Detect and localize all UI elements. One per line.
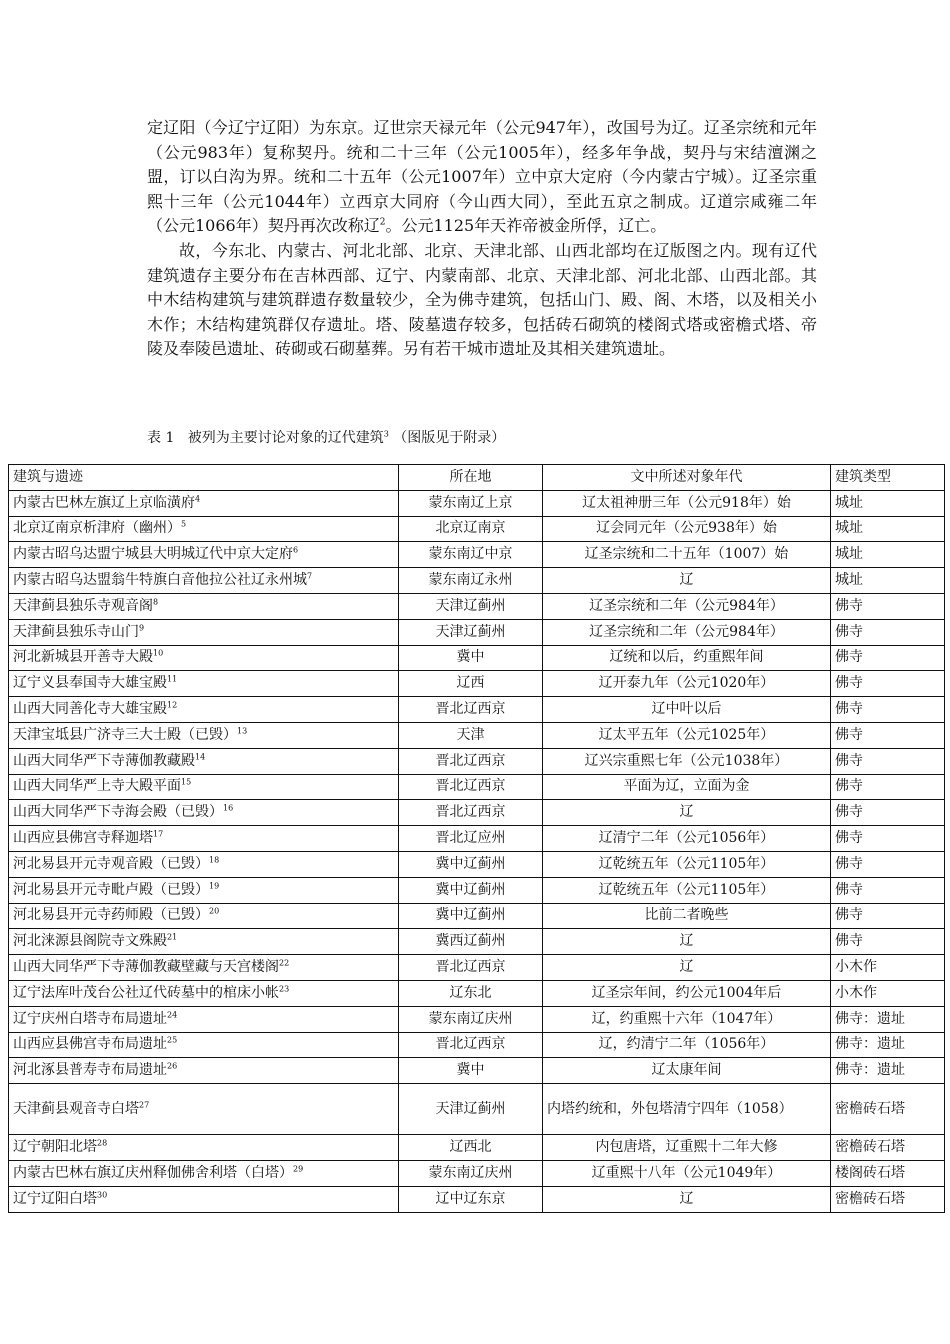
building-name: 内蒙古昭乌达盟翁牛特旗白音他拉公社辽永州城 [13, 572, 307, 589]
cell-date: 辽清宁二年（公元1056年） [543, 826, 831, 852]
cell-location: 冀中辽蓟州 [399, 903, 543, 929]
building-name: 辽宁庆州白塔寺布局遗址 [13, 1010, 167, 1027]
footnote-ref[interactable]: 27 [139, 1099, 150, 1109]
building-name: 河北易县开元寺观音殿（已毁） [13, 855, 209, 872]
building-name: 河北涞源县阁院寺文殊殿 [13, 933, 167, 950]
cell-building-name [9, 516, 399, 542]
building-name: 山西大同华严下寺薄伽教藏殿 [13, 752, 195, 769]
cell-date: 辽，约重熙十六年（1047年） [543, 1006, 831, 1032]
footnote-ref[interactable]: 2 [379, 218, 386, 229]
building-name: 辽宁辽阳白塔 [13, 1190, 97, 1207]
paragraph-2: 故，今东北、内蒙古、河北北部、北京、天津北部、山西北部均在辽版图之内。现有辽代建筑遗存主要分布在吉林西部、辽宁、内蒙南部、北京、天津北部、河北北部、山西北部。其中木结构建筑与建筑群遗存数量较少，全为佛寺建筑，包括山门、殿、阁、木塔，以及相关小木作；木结构建筑群仅存遗址。塔、陵墓遗存较多，包括砖石砌筑的楼阁式塔或密檐式塔、帝陵及奉陵邑遗址、砖砌或石砌墓葬。另有若干城市遗址及其相关建筑遗址。 [147, 240, 817, 359]
footnote-ref[interactable]: 15 [181, 777, 192, 787]
table-row [9, 980, 945, 1006]
cell-building-type: 佛寺 [831, 748, 945, 774]
cell-location: 辽西北 [399, 1135, 543, 1161]
building-name: 天津宝坻县广济寺三大士殿（已毁） [13, 726, 237, 743]
footnote-ref[interactable]: 26 [167, 1061, 178, 1071]
cell-location: 冀西辽蓟州 [399, 929, 543, 955]
footnote-ref[interactable]: 11 [167, 674, 178, 684]
building-name: 北京辽南京析津府（幽州） [13, 520, 181, 537]
building-name: 山西大同华严下寺海会殿（已毁） [13, 804, 223, 821]
table-row [9, 1058, 945, 1084]
cell-location: 天津辽蓟州 [399, 1084, 543, 1135]
footnote-ref[interactable]: 7 [307, 571, 313, 581]
cell-building-type: 佛寺 [831, 903, 945, 929]
cell-date: 辽开泰九年（公元1020年） [543, 671, 831, 697]
footnote-ref[interactable]: 4 [195, 494, 201, 504]
cell-location: 冀中辽蓟州 [399, 877, 543, 903]
cell-location: 天津辽蓟州 [399, 593, 543, 619]
cell-building-type: 城址 [831, 568, 945, 594]
cell-date: 辽 [543, 929, 831, 955]
footnote-ref[interactable]: 9 [139, 623, 145, 633]
cell-building-type: 佛寺 [831, 826, 945, 852]
cell-building-type: 佛寺 [831, 671, 945, 697]
footnote-ref[interactable]: 8 [153, 597, 159, 607]
cell-location: 天津辽蓟州 [399, 619, 543, 645]
footnote-ref[interactable]: 28 [97, 1138, 108, 1148]
footnote-ref[interactable]: 25 [167, 1035, 178, 1045]
cell-building-name [9, 645, 399, 671]
cell-building-name [9, 568, 399, 594]
cell-date: 内塔约统和，外包塔清宁四年（1058） [543, 1084, 831, 1135]
cell-date: 辽 [543, 568, 831, 594]
cell-building-name [9, 1006, 399, 1032]
cell-location: 晋北辽西京 [399, 800, 543, 826]
cell-building-name [9, 1058, 399, 1084]
cell-building-type: 佛寺：遗址 [831, 1032, 945, 1058]
cell-date: 辽太康年间 [543, 1058, 831, 1084]
building-name: 山西大同善化寺大雄宝殿 [13, 701, 167, 718]
cell-building-name [9, 1084, 399, 1135]
table-row [9, 877, 945, 903]
table-row [9, 903, 945, 929]
table-row [9, 826, 945, 852]
cell-date: 内包唐塔，辽重熙十二年大修 [543, 1135, 831, 1161]
cell-building-type: 佛寺 [831, 800, 945, 826]
cell-building-name [9, 542, 399, 568]
cell-location: 冀中 [399, 1058, 543, 1084]
cell-building-name [9, 955, 399, 981]
table-row [9, 542, 945, 568]
cell-building-type: 佛寺：遗址 [831, 1058, 945, 1084]
cell-location: 晋北辽西京 [399, 697, 543, 723]
cell-building-type: 城址 [831, 516, 945, 542]
table-row [9, 748, 945, 774]
table-row [9, 1032, 945, 1058]
cell-building-type: 佛寺：遗址 [831, 1006, 945, 1032]
cell-date: 辽会同元年（公元938年）始 [543, 516, 831, 542]
table-row [9, 593, 945, 619]
column-header-date: 文中所述对象年代 [543, 465, 831, 491]
footnote-ref[interactable]: 21 [167, 932, 178, 942]
cell-building-name [9, 593, 399, 619]
footnote-ref[interactable]: 5 [181, 519, 187, 529]
cell-date: 辽中叶以后 [543, 697, 831, 723]
cell-building-type: 佛寺 [831, 929, 945, 955]
cell-date: 辽太平五年（公元1025年） [543, 722, 831, 748]
table-row [9, 490, 945, 516]
cell-date: 辽圣宗统和二年（公元984年） [543, 619, 831, 645]
cell-date: 辽圣宗年间，约公元1004年后 [543, 980, 831, 1006]
table-row [9, 516, 945, 542]
cell-date: 平面为辽，立面为金 [543, 774, 831, 800]
table-row [9, 929, 945, 955]
table-row [9, 800, 945, 826]
table-row [9, 851, 945, 877]
table-row [9, 697, 945, 723]
cell-building-name [9, 800, 399, 826]
footnote-ref[interactable]: 30 [97, 1189, 108, 1199]
building-name: 内蒙古巴林左旗辽上京临潢府 [13, 494, 195, 511]
building-name: 天津蓟县独乐寺山门 [13, 623, 139, 640]
cell-building-type: 城址 [831, 490, 945, 516]
footnote-ref[interactable]: 22 [279, 958, 290, 968]
footnote-ref[interactable]: 13 [237, 726, 248, 736]
table-body [9, 490, 945, 1212]
cell-building-name [9, 1032, 399, 1058]
cell-building-name [9, 903, 399, 929]
cell-building-type: 密檐砖石塔 [831, 1186, 945, 1212]
cell-building-type: 佛寺 [831, 722, 945, 748]
building-name: 河北易县开元寺毗卢殿（已毁） [13, 881, 209, 898]
cell-location: 蒙东南辽上京 [399, 490, 543, 516]
footnote-ref[interactable]: 20 [209, 906, 220, 916]
cell-location: 晋北辽西京 [399, 955, 543, 981]
table-row [9, 1006, 945, 1032]
cell-location: 晋北辽西京 [399, 748, 543, 774]
table-caption-tail: （图版见于附录） [393, 430, 506, 446]
cell-building-name [9, 1186, 399, 1212]
column-header-name: 建筑与遗迹 [9, 465, 399, 491]
cell-location: 晋北辽西京 [399, 774, 543, 800]
cell-date: 辽重熙十八年（公元1049年） [543, 1160, 831, 1186]
paragraph-1-text: 定辽阳（今辽宁辽阳）为东京。辽世宗天禄元年（公元947年），改国号为辽。辽圣宗统和元年（公元983年）复称契丹。统和二十三年（公元1005年），经多年争战，契丹与宋结澶渊之盟，订以白沟为界。统和二十五年（公元1007年）立中京大定府（今内蒙古宁城）。辽圣宗重熙十三年（公元1044年）立西京大同府（今山西大同），至此五京之制成。辽道宗咸雍二年（公元1066年）契丹再次改称辽 [147, 118, 817, 236]
footnote-ref[interactable]: 19 [209, 880, 220, 890]
cell-date: 辽 [543, 955, 831, 981]
cell-building-type: 佛寺 [831, 593, 945, 619]
table-row [9, 671, 945, 697]
cell-building-type: 小木作 [831, 955, 945, 981]
cell-building-name [9, 980, 399, 1006]
paragraph-1-tail: 。公元1125年天祚帝被金所俘，辽亡。 [385, 216, 667, 236]
footnote-ref[interactable]: 6 [293, 545, 299, 555]
cell-building-name [9, 748, 399, 774]
building-name: 辽宁义县奉国寺大雄宝殿 [13, 675, 167, 692]
cell-building-name [9, 697, 399, 723]
cell-location: 蒙东南辽庆州 [399, 1006, 543, 1032]
cell-building-type: 佛寺 [831, 851, 945, 877]
cell-building-name [9, 851, 399, 877]
cell-building-type: 密檐砖石塔 [831, 1084, 945, 1135]
cell-building-name [9, 671, 399, 697]
footnote-ref[interactable]: 18 [209, 855, 220, 865]
paragraph-1 [147, 116, 817, 239]
cell-date: 辽太祖神册三年（公元918年）始 [543, 490, 831, 516]
body-text [147, 116, 817, 362]
cell-building-name [9, 1160, 399, 1186]
column-header-location: 所在地 [399, 465, 543, 491]
cell-building-name [9, 877, 399, 903]
table-caption-label: 表 1 [147, 430, 175, 446]
cell-building-name [9, 490, 399, 516]
cell-building-type: 佛寺 [831, 697, 945, 723]
cell-building-type: 小木作 [831, 980, 945, 1006]
cell-date: 辽统和以后，约重熙年间 [543, 645, 831, 671]
cell-building-name [9, 619, 399, 645]
cell-date: 辽 [543, 800, 831, 826]
footnote-ref[interactable]: 29 [293, 1164, 304, 1174]
table-caption [147, 428, 505, 448]
building-name: 内蒙古昭乌达盟宁城县大明城辽代中京大定府 [13, 546, 293, 563]
building-name: 辽宁朝阳北塔 [13, 1139, 97, 1156]
table-row [9, 722, 945, 748]
cell-location: 天津 [399, 722, 543, 748]
footnote-ref[interactable]: 24 [167, 1009, 178, 1019]
building-name: 山西大同华严上寺大殿平面 [13, 778, 181, 795]
cell-date: 辽 [543, 1186, 831, 1212]
footnote-ref[interactable]: 14 [195, 752, 206, 761]
cell-building-name [9, 774, 399, 800]
cell-date: 辽乾统五年（公元1105年） [543, 877, 831, 903]
footnote-ref[interactable]: 17 [153, 829, 164, 839]
cell-building-type: 佛寺 [831, 619, 945, 645]
cell-location: 晋北辽西京 [399, 1032, 543, 1058]
cell-building-type: 城址 [831, 542, 945, 568]
building-name: 天津蓟县观音寺白塔 [13, 1100, 139, 1117]
building-name: 山西应县佛宫寺布局遗址 [13, 1036, 167, 1053]
cell-location: 蒙东南辽中京 [399, 542, 543, 568]
table-row [9, 1160, 945, 1186]
cell-date: 辽兴宗重熙七年（公元1038年） [543, 748, 831, 774]
table-row [9, 619, 945, 645]
cell-building-type: 楼阁砖石塔 [831, 1160, 945, 1186]
cell-location: 蒙东南辽庆州 [399, 1160, 543, 1186]
cell-location: 冀中辽蓟州 [399, 851, 543, 877]
cell-date: 辽圣宗统和二年（公元984年） [543, 593, 831, 619]
table-row [9, 1135, 945, 1161]
cell-location: 北京辽南京 [399, 516, 543, 542]
cell-building-name [9, 1135, 399, 1161]
cell-building-type: 佛寺 [831, 645, 945, 671]
cell-location: 辽中辽东京 [399, 1186, 543, 1212]
cell-date: 辽，约清宁二年（1056年） [543, 1032, 831, 1058]
cell-building-name [9, 826, 399, 852]
cell-location: 辽西 [399, 671, 543, 697]
table-row [9, 1084, 945, 1135]
cell-location: 晋北辽应州 [399, 826, 543, 852]
cell-date: 辽乾统五年（公元1105年） [543, 851, 831, 877]
cell-building-type: 密檐砖石塔 [831, 1135, 945, 1161]
footnote-ref[interactable]: 23 [279, 984, 290, 994]
cell-building-type: 佛寺 [831, 877, 945, 903]
column-header-type: 建筑类型 [831, 465, 945, 491]
table-row [9, 774, 945, 800]
cell-building-type: 佛寺 [831, 774, 945, 800]
table-row [9, 955, 945, 981]
building-name: 辽宁法库叶茂台公社辽代砖墓中的棺床小帐 [13, 984, 279, 1001]
building-name: 河北新城县开善寺大殿 [13, 649, 153, 666]
footnote-ref[interactable]: 16 [223, 803, 234, 813]
footnote-ref[interactable]: 10 [153, 648, 164, 658]
footnote-ref[interactable]: 3 [383, 429, 389, 439]
building-name: 河北涿县普寿寺布局遗址 [13, 1062, 167, 1079]
cell-date: 辽圣宗统和二十五年（1007）始 [543, 542, 831, 568]
table-row [9, 645, 945, 671]
cell-location: 冀中 [399, 645, 543, 671]
building-name: 河北易县开元寺药师殿（已毁） [13, 907, 209, 924]
table-caption-text: 被列为主要讨论对象的辽代建筑 [187, 430, 384, 446]
building-name: 天津蓟县独乐寺观音阁 [13, 597, 153, 614]
building-name: 山西应县佛宫寺释迦塔 [13, 830, 153, 847]
table-row [9, 568, 945, 594]
cell-location: 蒙东南辽永州 [399, 568, 543, 594]
table-header-row [9, 465, 945, 491]
cell-building-name [9, 929, 399, 955]
footnote-ref[interactable]: 12 [167, 700, 178, 710]
cell-date: 比前二者晚些 [543, 903, 831, 929]
table-row [9, 1186, 945, 1212]
building-name: 内蒙古巴林右旗辽庆州释伽佛舍利塔（白塔） [13, 1164, 293, 1181]
building-name: 山西大同华严下寺薄伽教藏壁藏与天宫楼阁 [13, 959, 279, 976]
cell-location: 辽东北 [399, 980, 543, 1006]
cell-building-name [9, 722, 399, 748]
liao-buildings-table [8, 464, 945, 1213]
